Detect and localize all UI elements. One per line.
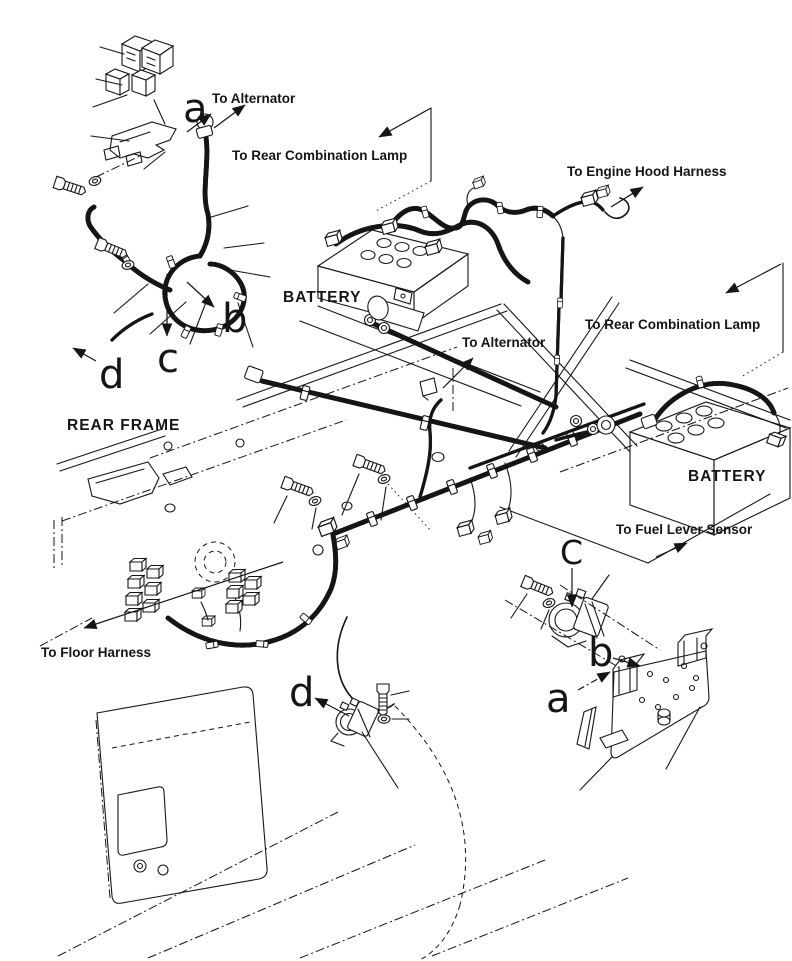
label-to-engine-hood-harness: To Engine Hood Harness (567, 164, 727, 179)
to-fuel-lever-sensor-arrow (656, 543, 687, 557)
to-rear-combination-lamp-top-arrow (379, 108, 431, 137)
view-b-top-arrow (187, 282, 214, 307)
connector-stack-left (125, 559, 163, 622)
to-rear-combination-lamp-right-arrow (726, 264, 781, 293)
label-to-alternator-top: To Alternator (212, 91, 296, 106)
label-to-rear-combination-lamp-right: To Rear Combination Lamp (585, 317, 761, 332)
view-d-top-arrow (73, 348, 96, 361)
view-letter-c-right: C (560, 533, 584, 572)
relay-d (331, 684, 390, 746)
top-harness-engine-hood (380, 176, 629, 234)
view-letter-a-top: a (183, 86, 208, 132)
view-letter-d-top: d (99, 352, 125, 398)
view-letter-c-top: c (157, 336, 179, 382)
relay-box-cluster (104, 36, 176, 166)
fender-platform (96, 687, 267, 903)
view-letter-b-top: b (222, 296, 248, 342)
floor-harness-sweep (125, 535, 336, 649)
to-engine-hood-harness-arrow (611, 187, 643, 207)
label-to-alternator-mid: To Alternator (462, 335, 546, 350)
label-battery-left: BATTERY (283, 289, 362, 306)
harness-loop-cluster (53, 114, 246, 340)
label-to-floor-harness: To Floor Harness (41, 645, 152, 660)
view-b-bottom-arrow (613, 658, 640, 666)
connector-stack-right (226, 570, 261, 614)
to-alternator-top-arrow (214, 105, 245, 128)
view-letter-b-bottom: b (588, 630, 614, 676)
view-letter-d-bottom: d (289, 670, 315, 716)
label-to-fuel-lever-sensor: To Fuel Lever Sensor (616, 522, 753, 537)
label-battery-right: BATTERY (688, 468, 767, 485)
label-to-rear-combination-lamp-top: To Rear Combination Lamp (232, 148, 408, 163)
label-rear-frame: REAR FRAME (67, 417, 181, 434)
view-letter-a-bottom: a (546, 676, 571, 722)
